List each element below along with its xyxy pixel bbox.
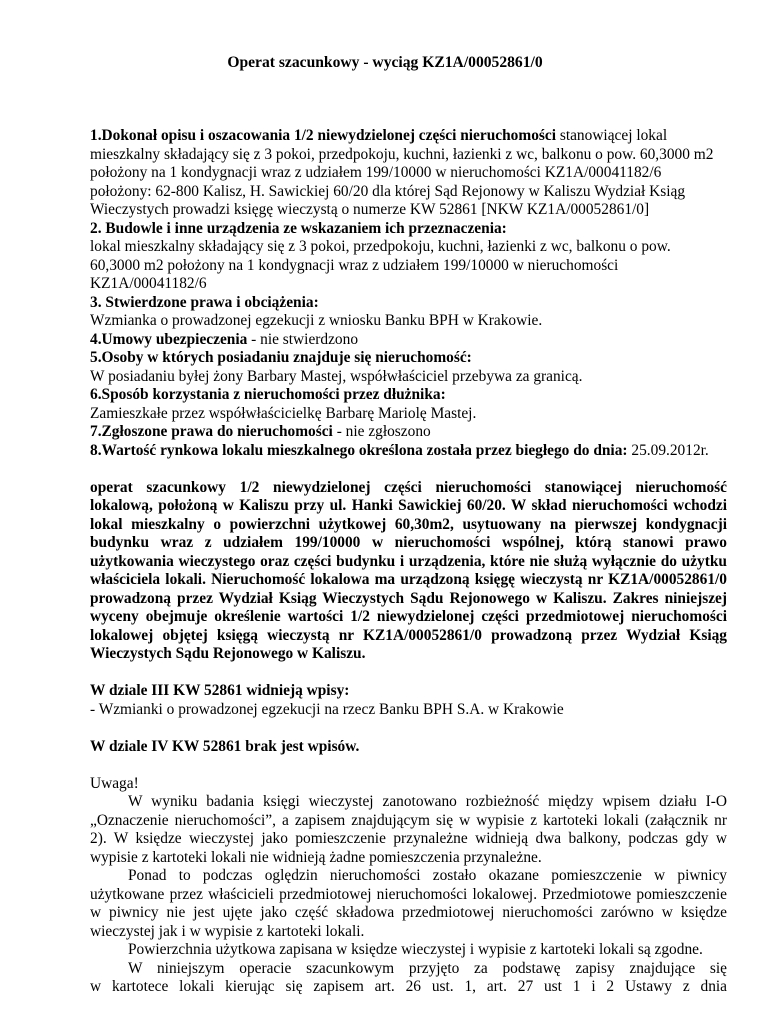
section-1-line: mieszkalny składający się z 3 pokoi, przedpokoju, kuchni, łazienki z wc, balkonu o pow. 60,3000 m2 — [90, 145, 714, 163]
section-1-heading: 1.Dokonał opisu i oszacowania 1/2 niewydzielonej części nieruchomości — [90, 127, 556, 144]
document-body — [90, 127, 727, 997]
note-line: wieczystej jak i w wypisie z kartoteki lokali. — [90, 922, 365, 940]
summary-line: Wieczystych Sądu Rejonowego w Kaliszu. — [90, 645, 366, 662]
section-7-line: 7.Zgłoszone prawa do nieruchomości - nie zgłoszono — [90, 423, 431, 440]
section-6-line: Zamieszkałe przez współwłaścicielkę Barbarę Mariolę Mastej. — [90, 404, 477, 422]
summary-line: użytkowania wieczystego oraz części budynku i urządzenia, które nie służą wyłącznie do użytku — [90, 552, 727, 570]
section-dzial-3-line: - Wzmianki o prowadzonej egzekucji na rzecz Banku BPH S.A. w Krakowie — [90, 700, 564, 718]
section-6-heading: 6.Sposób korzystania z nieruchomości przez dłużnika: — [90, 386, 446, 403]
section-1-line: Wieczystych prowadzi księgę wieczystą o numerze KW 52861 [NKW KZ1A/00052861/0] — [90, 201, 650, 218]
section-5-line: W posiadaniu byłej żony Barbary Mastej, współwłaściciel przebywa za granicą. — [90, 367, 583, 385]
section-8-heading: 8.Wartość rynkowa lokalu mieszkalnego określona została przez biegłego do dnia: — [90, 441, 628, 459]
summary-line: właściciela lokali. Nieruchomość lokalowa ma urządzoną księgę wieczystą nr KZ1A/00052861/0 — [90, 571, 727, 588]
note-paragraph-3: Powierzchnia użytkowa zapisana w księdze wieczystej i wypisie z kartoteki lokali są zgodne. — [128, 941, 703, 958]
summary-line: lokalowej objętej księgą wieczystą nr KZ1A/00052861/0 prowadzoną przez Wydział Ksiąg — [90, 626, 727, 644]
section-4-heading: 4.Umowy ubezpieczenia — [90, 330, 248, 348]
summary-line: wyceny obejmuje określenie wartości 1/2 niewydzielonej części przedmiotowej nieruchomości — [90, 608, 727, 625]
note-heading: Uwaga! — [90, 774, 139, 792]
spacer — [90, 460, 727, 479]
note-paragraph-2 — [90, 867, 727, 941]
summary-line: lokalową, położoną w Kaliszu przy ul. Hanki Sawickiej 60/20. W skład nieruchomości wchodzi — [90, 497, 727, 514]
section-3-line: Wzmianka o prowadzonej egzekucji z wniosku Banku BPH w Krakowie. — [90, 312, 543, 329]
note-line: W niniejszym operacie szacunkowym przyjęto za podstawę zapisy znajdujące się — [128, 959, 727, 977]
note-paragraph-4 — [90, 960, 727, 997]
section-1-line: położony: 62-800 Kalisz, H. Sawickiej 60/20 dla której Sąd Rejonowy w Kaliszu Wydział Ksiąg — [90, 182, 686, 200]
section-7-heading: 7.Zgłoszone prawa do nieruchomości — [90, 423, 333, 440]
summary-line: prowadzoną przez Wydział Ksiąg Wieczystych Sądu Rejonowego w Kaliszu. Zakres niniejszej — [90, 589, 727, 607]
note-line: w piwnicy nie jest ujęte jako część składowa przedmiotowej nieruchomości zarówno w księdze — [90, 904, 727, 921]
note-line: „Oznaczenie nieruchomości”, a zapisem znajdującym się w wypisie z kartoteki lokali (załącznik nr — [90, 811, 727, 829]
section-8-line: 8.Wartość rynkowa lokalu mieszkalnego określona została przez biegłego do dnia: 25.09.2012r. — [90, 441, 709, 459]
section-3-heading: 3. Stwierdzone prawa i obciążenia: — [90, 293, 319, 311]
section-1-line: 1.Dokonał opisu i oszacowania 1/2 niewydzielonej części nieruchomości stanowiącej lokal — [90, 127, 668, 144]
section-2-line: lokal mieszkalny składający się z 3 pokoi, przedpokoju, kuchni, łazienki z wc, balkonu o pow. — [90, 238, 671, 255]
section-1-line: położony na 1 kondygnacji wraz z udziałem 199/10000 w nieruchomości KZ1A/00041182/6 — [90, 164, 662, 181]
spacer — [90, 664, 727, 683]
section-5-heading: 5.Osoby w których posiadaniu znajduje się nieruchomość: — [90, 349, 472, 366]
section-2-heading: 2. Budowle i inne urządzenia ze wskazaniem ich przeznaczenia: — [90, 219, 507, 237]
note-line: w kartotece lokali kierując się zapisem art. 26 ust. 1, art. 27 ust 1 i 2 Ustawy z dnia — [90, 978, 727, 995]
document-title: Operat szacunkowy - wyciąg KZ1A/00052861/0 — [227, 54, 543, 71]
summary-paragraph — [90, 479, 727, 664]
section-dzial-4-heading: W dziale IV KW 52861 brak jest wpisów. — [90, 737, 360, 755]
note-paragraph-1 — [90, 793, 727, 867]
note-line: wypisie z kartoteki lokali nie widnieją żadne pomieszczenia przynależne. — [90, 848, 542, 866]
section-dzial-3-heading: W dziale III KW 52861 widnieją wpisy: — [90, 682, 350, 699]
summary-line: budynku wraz z udziałem 199/10000 w nieruchomości wspólnej, którą stanowi prawo — [90, 534, 727, 551]
spacer — [90, 756, 727, 775]
note-line: Ponad to podczas oględzin nieruchomości zostało okazane pomieszczenie w piwnicy — [128, 867, 727, 884]
note-line: W wyniku badania księgi wieczystej zanotowano rozbieżność między wpisem działu I-O — [128, 793, 727, 810]
section-4-line: 4.Umowy ubezpieczenia - nie stwierdzono — [90, 330, 359, 348]
summary-line: operat szacunkowy 1/2 niewydzielonej części nieruchomości stanowiącej nieruchomość — [90, 478, 727, 496]
section-2-line: KZ1A/00041182/6 — [90, 275, 207, 292]
section-2-line: 60,3000 m2 położony na 1 kondygnacji wraz z udziałem 199/10000 w nieruchomości — [90, 256, 619, 274]
note-line: 2). W księdze wieczystej jako pomieszczenie przynależne widnieją dwa balkony, podczas gdy w — [90, 830, 727, 847]
summary-line: lokal mieszkalny o powierzchni użytkowej 60,30m2, usytuowany na pierwszej kondygnacji — [90, 515, 727, 533]
spacer — [90, 719, 727, 738]
note-line: użytkowane przez właścicieli przedmiotowej nieruchomości lokalowej. Przedmiotowe pomieszczenie — [90, 885, 727, 903]
